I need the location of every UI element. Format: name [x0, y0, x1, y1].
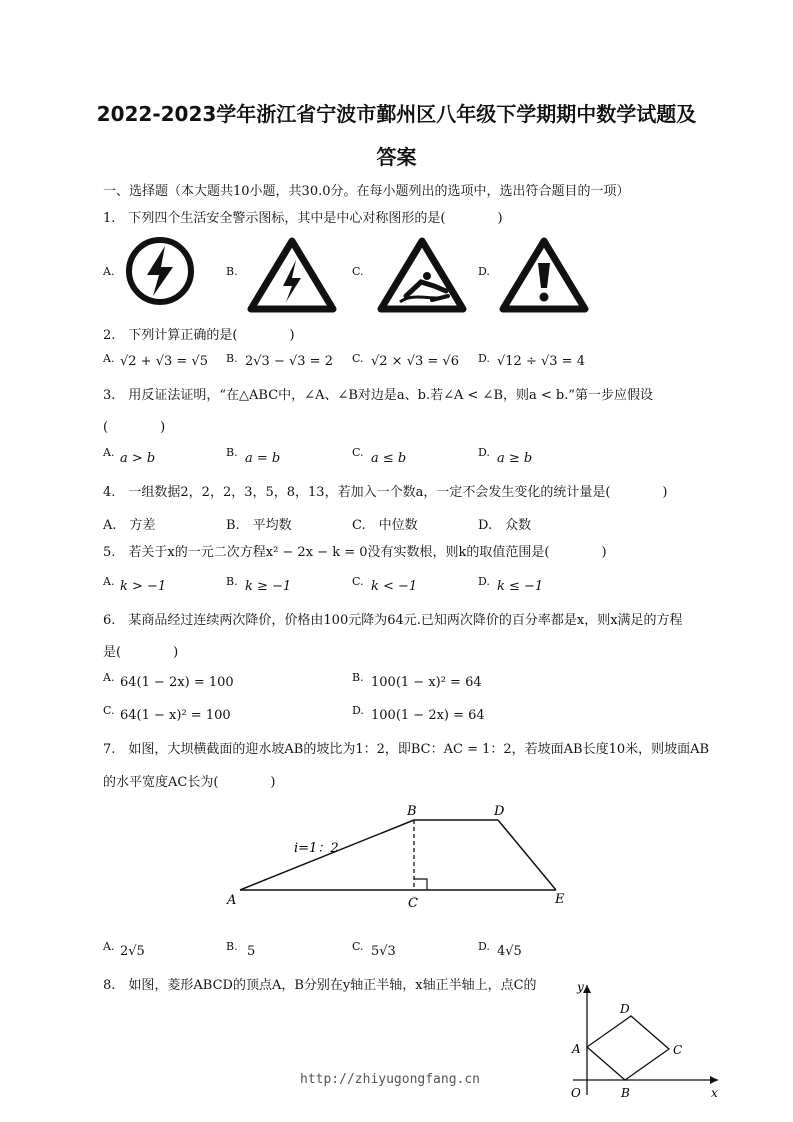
q6-option-a: 64(1 − 2x) = 100 — [120, 675, 234, 690]
q7-option-b-letter: B. — [226, 940, 238, 953]
q4-option-d: D. 众数 — [478, 518, 532, 533]
slope-ratio-label: i=1：2 — [294, 841, 339, 856]
q2-stem: 2. 下列计算正确的是( ) — [103, 328, 295, 343]
q6-option-a-letter: A. — [103, 671, 115, 684]
q3-option-c-letter: C. — [352, 446, 364, 459]
q6-option-d: 100(1 − 2x) = 64 — [371, 708, 485, 723]
q4-option-c: C. 中位数 — [352, 518, 418, 533]
q3-option-b-letter: B. — [226, 446, 238, 459]
point-c-label: C — [673, 1043, 683, 1057]
q6-stem: 6. 某商品经过连续两次降价，价格由100元降为64元.已知两次降价的百分率都是x，则x满足的方程 — [103, 613, 683, 628]
q6-option-d-letter: D. — [352, 704, 364, 717]
q3-option-d-letter: D. — [478, 446, 490, 459]
q7-option-b: 5 — [247, 944, 256, 959]
q2-option-a: √2 + √3 = √5 — [120, 354, 208, 369]
point-d-label: D — [620, 1002, 630, 1016]
q7-stem: 7. 如图，大坝横截面的迎水坡AB的坡比为1：2，即BC：AC = 1：2，若坡面AB长度10米，则坡面AB — [103, 742, 710, 757]
q7-option-c-letter: C. — [352, 940, 364, 953]
q8-stem: 8. 如图，菱形ABCD的顶点A，B分别在y轴正半轴，x轴正半轴上，点C的 — [103, 978, 537, 993]
q3-stem: 3. 用反证法证明，“在△ABC中，∠A、∠B对边是a、b.若∠A < ∠B，则a < b.”第一步应假设 — [103, 388, 653, 403]
point-c-label: C — [408, 896, 418, 911]
q5-option-d-letter: D. — [478, 575, 490, 588]
q5-option-d: k ≤ −1 — [497, 579, 544, 594]
q3-option-d: a ≥ b — [497, 451, 533, 466]
q6-option-c-letter: C. — [103, 704, 115, 717]
q4-option-a: A. 方差 — [103, 518, 156, 533]
q6-option-b: 100(1 − x)² = 64 — [371, 675, 482, 690]
q2-option-c: √2 × √3 = √6 — [371, 354, 459, 369]
q1-option-d-letter: D. — [478, 265, 490, 278]
q1-option-a-letter: A. — [103, 265, 115, 278]
q6-stem-cont: 是( ) — [103, 645, 179, 660]
electric-hazard-circle-icon — [123, 234, 197, 308]
page-title-line2: 答案 — [376, 145, 417, 169]
page-title-line1: 2022-2023学年浙江省宁波市鄞州区八年级下学期期中数学试题及 — [96, 102, 697, 126]
q7-option-a-letter: A. — [103, 940, 115, 953]
q1-option-b-letter: B. — [226, 265, 238, 278]
q5-option-c-letter: C. — [352, 575, 364, 588]
slope-de — [498, 820, 556, 890]
q4-option-b: B. 平均数 — [226, 518, 292, 533]
point-e-label: E — [555, 892, 565, 907]
q2-option-c-letter: C. — [352, 352, 364, 365]
rhombus-abcd — [587, 1016, 669, 1080]
footer-url: http://zhiyugongfang.cn — [300, 1072, 481, 1087]
x-axis-arrow-icon — [710, 1076, 718, 1084]
x-axis-label: x — [711, 1086, 718, 1100]
q5-option-c: k < −1 — [371, 579, 418, 594]
section-header: 一、选择题（本大题共10小题，共30.0分。在每小题列出的选项中，选出符合题目的一项） — [103, 184, 630, 199]
q4-stem: 4. 一组数据2，2，2，3，5，8，13，若加入一个数a，一定不会发生变化的统计量是( ) — [103, 485, 668, 500]
q5-stem: 5. 若关于x的一元二次方程x² − 2x − k = 0没有实数根，则k的取值范围是( ) — [103, 545, 607, 560]
q5-option-b: k ≥ −1 — [245, 579, 292, 594]
q7-option-c: 5√3 — [371, 944, 396, 959]
q3-option-c: a ≤ b — [371, 451, 407, 466]
point-b-label: B — [407, 804, 417, 819]
rhombus-coordinate-diagram — [563, 977, 728, 1102]
q5-option-a-letter: A. — [103, 575, 115, 588]
exclamation-warning-triangle-icon — [498, 236, 590, 314]
q7-option-d-letter: D. — [478, 940, 490, 953]
slippery-warning-triangle-icon — [376, 236, 468, 314]
q6-option-c: 64(1 − x)² = 100 — [120, 708, 231, 723]
q2-option-d-letter: D. — [478, 352, 490, 365]
point-a-label: A — [227, 893, 237, 908]
q7-stem-cont: 的水平宽度AC长为( ) — [103, 775, 276, 790]
electric-warning-triangle-icon — [246, 236, 338, 314]
q1-option-c-letter: C. — [352, 265, 364, 278]
point-a-label: A — [572, 1042, 581, 1056]
y-axis-arrow-icon — [583, 985, 591, 993]
q3-option-b: a = b — [245, 451, 281, 466]
q2-option-b: 2√3 − √3 = 2 — [245, 354, 333, 369]
q2-option-b-letter: B. — [226, 352, 238, 365]
q5-option-a: k > −1 — [120, 579, 167, 594]
q3-option-a: a > b — [120, 451, 156, 466]
origin-label: O — [571, 1086, 581, 1100]
right-angle-mark — [414, 879, 427, 890]
point-b-label: B — [621, 1086, 630, 1100]
q1-stem: 1. 下列四个生活安全警示图标，其中是中心对称图形的是( ) — [103, 211, 503, 226]
point-d-label: D — [494, 804, 505, 819]
q7-option-a: 2√5 — [120, 944, 145, 959]
q2-option-d: √12 ÷ √3 = 4 — [497, 354, 585, 369]
q3-option-a-letter: A. — [103, 446, 115, 459]
dam-cross-section-diagram — [222, 800, 572, 915]
q3-paren: ( ) — [103, 420, 166, 435]
q6-option-b-letter: B. — [352, 671, 364, 684]
q7-option-d: 4√5 — [497, 944, 522, 959]
y-axis-label: y — [577, 980, 584, 994]
q5-option-b-letter: B. — [226, 575, 238, 588]
q2-option-a-letter: A. — [103, 352, 115, 365]
